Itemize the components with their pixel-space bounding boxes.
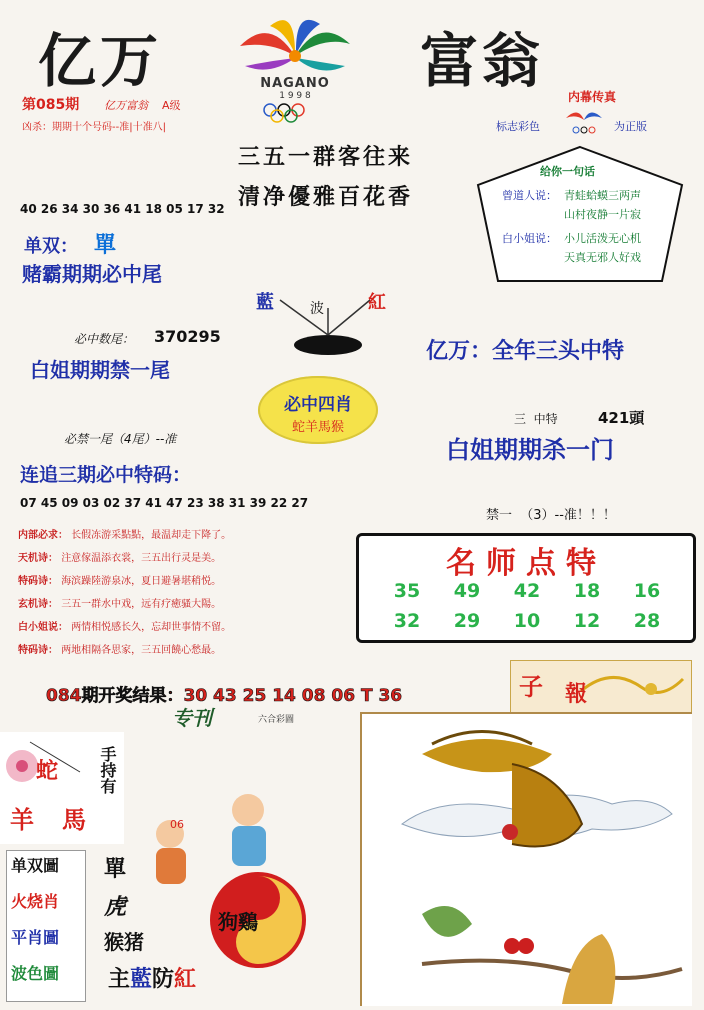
pentagon-title: 给你一句话 — [540, 165, 595, 178]
poem-line — [18, 526, 358, 549]
poem-text: 注意傢温添衣裳，三五出行灵是美。 — [61, 553, 222, 564]
poem-label: 白小姐说： — [18, 622, 68, 633]
odd-even-label: 单双： — [24, 236, 78, 257]
logo-text: NAGANO — [260, 76, 330, 91]
odd-even-value: 單 — [94, 233, 117, 258]
master-number: 29 — [453, 610, 481, 632]
poem-text: 长假冻游采點點，最温却走下降了。 — [71, 530, 232, 541]
poem-label: 天机诗： — [18, 553, 58, 564]
numbers-row1: 40 26 34 30 36 41 18 05 17 32 — [20, 202, 225, 216]
forbid-tail-text: 必禁一尾（4尾）--准 — [64, 432, 177, 446]
poem-label: 特码诗： — [18, 576, 58, 587]
three-issue-numbers: 07 45 09 03 02 37 41 47 23 38 31 39 22 27 — [20, 496, 309, 510]
special-head-slogan: 白姐期期杀一门 — [446, 436, 614, 464]
master-row1 — [377, 580, 677, 602]
title-right: 富翁 — [420, 27, 545, 95]
mini-olympic-icon — [560, 104, 608, 136]
chart-label-1: 单双圖 — [11, 856, 60, 875]
special-issue-banner — [154, 702, 314, 730]
poem-text: 三五一群水中戏，远有疗癒骚大陽。 — [61, 599, 222, 610]
poem-line — [18, 618, 358, 641]
nagano-logo — [210, 6, 380, 126]
special-issue-sub: 六合彩圖 — [258, 715, 295, 725]
master-number: 18 — [573, 580, 601, 602]
single-label: 單 — [104, 857, 127, 882]
sure-tail-slogan: 白姐期期禁一尾 — [30, 358, 170, 382]
master-number: 49 — [453, 580, 481, 602]
couplet-line1: 三五一群客往来 — [238, 144, 414, 170]
title-left: 亿万 — [38, 27, 163, 95]
vertical-label: 手持有 — [98, 746, 117, 794]
monkey-pig-label: 猴猪 — [104, 930, 144, 954]
master-title: 名师点特 — [446, 546, 606, 581]
wave-blue: 藍 — [256, 292, 274, 313]
master-number: 32 — [393, 610, 421, 632]
snake-sheep-horse-panel — [0, 732, 124, 844]
odd-even-slogan: 赌霸期期必中尾 — [22, 262, 162, 286]
poem-label: 玄机诗： — [18, 599, 58, 610]
special-issue-text: 专刊 — [172, 706, 212, 730]
poem-line — [18, 641, 358, 664]
master-box — [356, 533, 696, 643]
three-head-text: 亿万：全年三头中特 — [426, 339, 625, 364]
poem-list — [18, 526, 358, 664]
pentagon-box — [474, 145, 686, 283]
sure-tail-value: 370295 — [154, 327, 221, 346]
couplet-line2: 清净優雅百花香 — [238, 184, 414, 210]
yin-yang-badge — [210, 872, 306, 968]
result-text: 084期开奖结果：30 43 25 14 08 06 T 36 — [46, 686, 403, 706]
poem-text: 两情相悦感长久，忘却世事情不留。 — [71, 622, 232, 633]
poem-text: 海滨躁陸游泉冰，夏日避暑堪稍悦。 — [61, 576, 222, 587]
olympic-flower-icon — [210, 6, 380, 126]
four-xiao-animals: 蛇羊馬猴 — [291, 420, 344, 435]
main-wave-line — [108, 962, 196, 993]
main-blue: 藍 — [130, 967, 153, 992]
poem-text: 两地相隔各思家，三五回饒心愁最。 — [61, 645, 222, 656]
wave-red: 紅 — [368, 292, 386, 313]
poem-label: 特码诗： — [18, 645, 58, 656]
wave-block — [250, 280, 400, 360]
master-number: 16 — [633, 580, 661, 602]
zodiac-char1: 子 — [519, 673, 543, 701]
poem-line — [18, 595, 358, 618]
horse-label: 馬 — [62, 806, 86, 834]
snake-label: 蛇 — [36, 759, 59, 784]
issue-grade: A级 — [162, 99, 181, 112]
insider-title: 内幕传真 — [568, 90, 617, 104]
wave-mid: 波 — [310, 301, 324, 317]
flower-tag: 06 — [170, 818, 184, 831]
issue-rule: 凶杀：期期十个号码--准|十准八| — [22, 122, 166, 133]
master-number: 12 — [573, 610, 601, 632]
pentagon-s2-line2: 天真无邪人好戏 — [564, 251, 641, 264]
master-number: 28 — [633, 610, 661, 632]
insider-mini-logo — [560, 104, 608, 136]
chart-label-4: 波色圖 — [11, 964, 60, 983]
poem-label: 内部必求： — [18, 530, 68, 541]
zodiac-banner — [510, 660, 692, 714]
zodiac-char2: 報 — [565, 682, 588, 707]
pentagon-s2-label: 白小姐说： — [502, 232, 557, 245]
four-xiao-title: 必中四肖 — [284, 395, 352, 415]
master-number: 10 — [513, 610, 541, 632]
master-number: 35 — [393, 580, 421, 602]
charts-panel — [6, 850, 86, 1002]
pentagon-s2-line1: 小儿活泼无心机 — [564, 232, 641, 245]
special-head-value: 421頭 — [598, 409, 645, 427]
bird-illustration-icon — [362, 714, 692, 1006]
pentagon-s1-line2: 山村夜静一片寂 — [564, 208, 641, 221]
issue-period: 第085期 — [22, 97, 80, 113]
logo-year: 1 9 9 8 — [279, 91, 311, 101]
dog-rooster-label: 狗鷄 — [218, 910, 258, 934]
master-row2 — [377, 610, 677, 632]
main-red: 紅 — [174, 967, 197, 992]
bird-painting — [360, 712, 692, 1006]
issue-brand: 亿万富翁 — [104, 99, 148, 112]
forbid-door-text: 禁一 （3）--准！！！ — [486, 508, 616, 523]
special-head-prefix: 三 中特 — [514, 412, 558, 426]
three-issue-text: 连追三期必中特码： — [20, 464, 192, 486]
insider-tag-right: 为正版 — [614, 120, 647, 133]
main-prefix: 主 — [108, 967, 131, 992]
pentagon-s1-label: 曾道人说： — [502, 189, 557, 202]
sure-tail-label: 必中数尾： — [74, 332, 135, 346]
insider-tag-left: 标志彩色 — [496, 120, 540, 133]
chart-label-2: 火烧肖 — [11, 892, 60, 911]
main-mid: 防 — [152, 967, 175, 992]
sheep-label: 羊 — [10, 806, 34, 834]
poem-line — [18, 572, 358, 595]
chart-label-3: 平肖圖 — [11, 928, 60, 947]
pentagon-s1-line1: 青蛙蛤蟆三两声 — [564, 189, 641, 202]
master-number: 42 — [513, 580, 541, 602]
tiger-label: 虎 — [104, 895, 127, 920]
poem-line — [18, 549, 358, 572]
four-xiao-badge — [258, 376, 378, 444]
